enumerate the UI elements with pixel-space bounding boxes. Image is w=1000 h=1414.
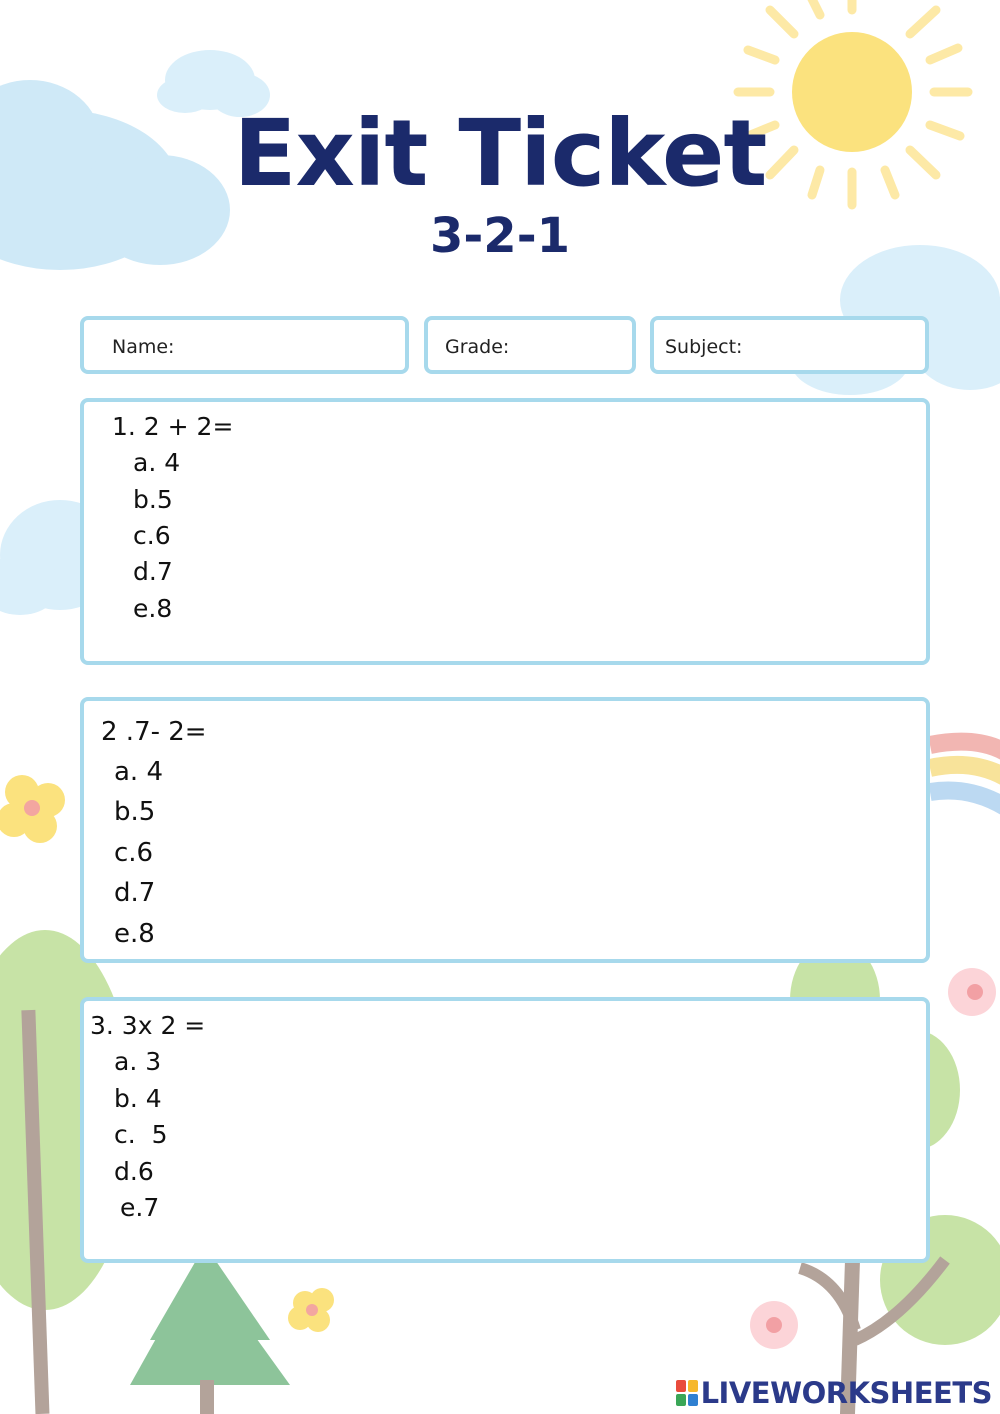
question-2-option-d[interactable]: d.7 [114, 878, 156, 908]
liveworksheets-logo-icon [676, 1380, 698, 1406]
question-1-option-b[interactable]: b.5 [133, 485, 173, 514]
question-1-option-e[interactable]: e.8 [133, 594, 173, 623]
question-box-1[interactable] [80, 398, 930, 665]
subject-label: Subject: [665, 336, 743, 358]
question-3-option-d[interactable]: d.6 [114, 1157, 154, 1186]
question-2-option-a[interactable]: a. 4 [114, 757, 164, 787]
question-3-option-e[interactable]: e.7 [120, 1193, 160, 1222]
flower-bottom-pink [750, 1301, 798, 1349]
grade-label: Grade: [445, 336, 510, 358]
name-field[interactable] [80, 316, 409, 374]
liveworksheets-watermark[interactable] [676, 1376, 992, 1410]
question-3-prompt: 3. 3x 2 = [90, 1011, 206, 1040]
question-1-option-c[interactable]: c.6 [133, 521, 171, 550]
question-3-option-a[interactable]: a. 3 [114, 1047, 162, 1076]
question-2-option-c[interactable]: c.6 [114, 838, 154, 868]
watermark-text: LIVEWORKSHEETS [700, 1376, 992, 1410]
flower-right [948, 968, 996, 1016]
question-3-option-c[interactable]: c. 5 [114, 1120, 168, 1149]
page-subtitle: 3-2-1 [429, 208, 571, 264]
page-title: Exit Ticket [233, 100, 767, 207]
flower-left [0, 775, 65, 843]
question-1-option-d[interactable]: d.7 [133, 557, 173, 586]
question-3-option-b[interactable]: b. 4 [114, 1084, 162, 1113]
grade-field[interactable] [424, 316, 636, 374]
question-2-option-e[interactable]: e.8 [114, 919, 155, 949]
pine-tree [130, 1245, 290, 1414]
flower-bottom-yellow [288, 1288, 334, 1332]
name-label: Name: [112, 336, 175, 358]
question-1-option-a[interactable]: a. 4 [133, 448, 181, 477]
rainbow [930, 742, 1000, 810]
question-2-option-b[interactable]: b.5 [114, 797, 156, 827]
question-box-3[interactable] [80, 997, 930, 1263]
question-box-2[interactable] [80, 697, 930, 963]
question-2-prompt: 2 .7- 2= [101, 717, 207, 747]
question-1-prompt: 1. 2 + 2= [112, 412, 234, 441]
subject-field[interactable] [650, 316, 929, 374]
